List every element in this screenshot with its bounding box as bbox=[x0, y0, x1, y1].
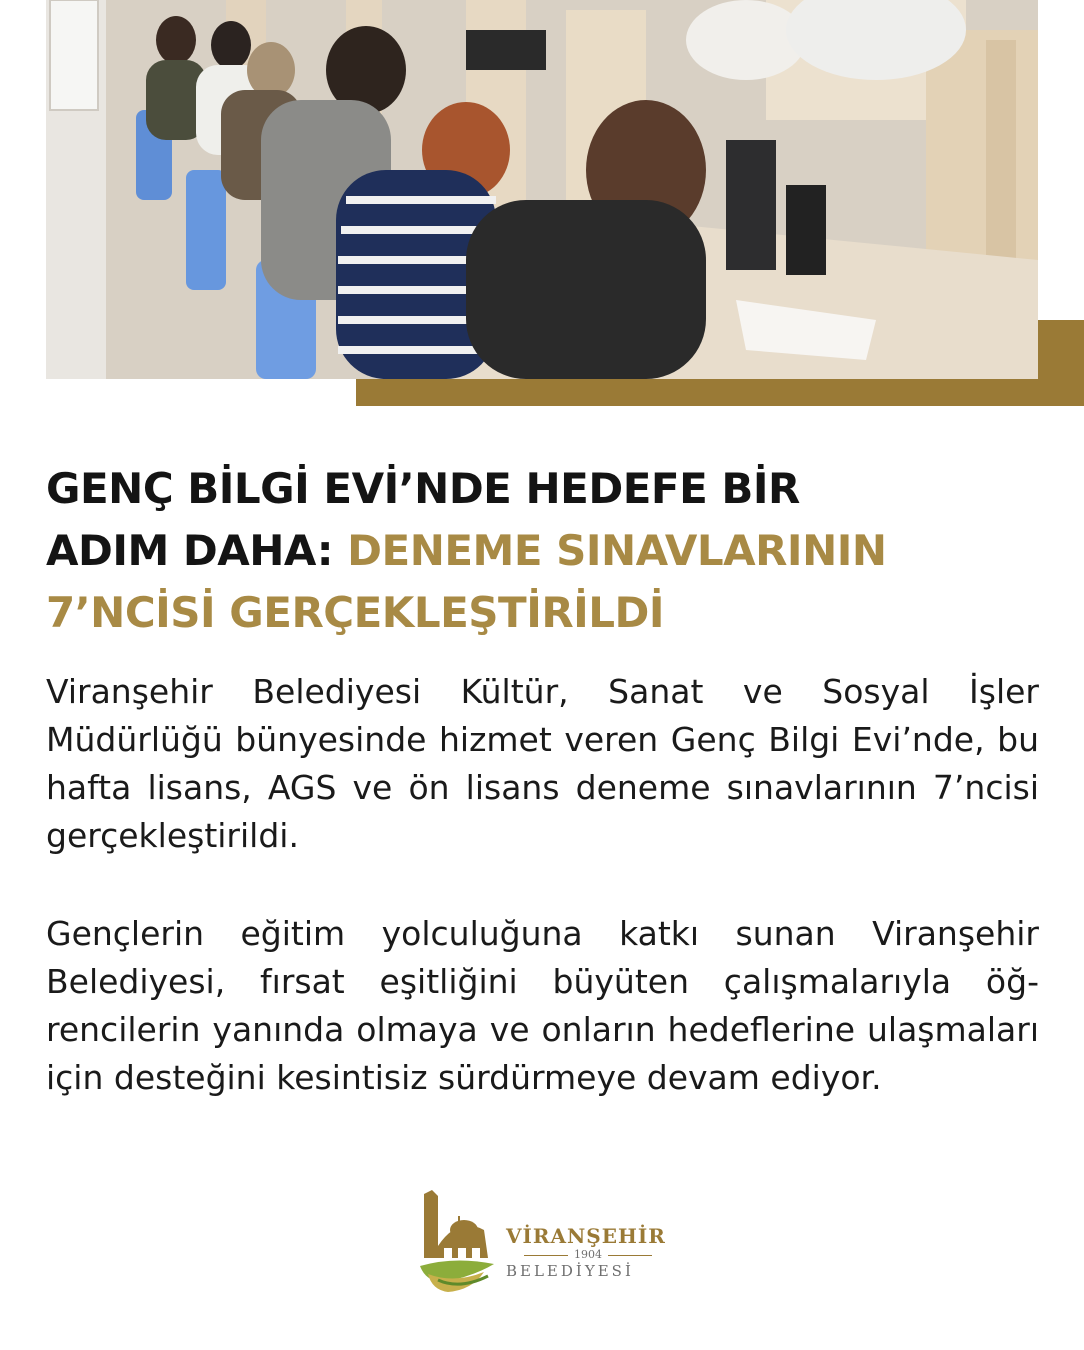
body-paragraph-1: Viranşehir Belediyesi Kültür, Sanat ve Sosyal İşler Müdürlüğü bünyesinde hizmet veren Genç Bilgi Evi’nde, bu hafta lisans, AGS ve ön lisans deneme sınavlarının 7’ncisi gerçekleştirildi. bbox=[46, 672, 1039, 855]
logo-name: VİRANŞEHİR bbox=[506, 1224, 666, 1248]
headline-line-3: 7’NCİSİ GERÇEKLEŞTİRİLDİ bbox=[46, 588, 665, 637]
municipality-logo bbox=[414, 1186, 684, 1298]
headline-line-2-dark: ADIM DAHA: bbox=[46, 526, 348, 575]
header-photo bbox=[46, 0, 1038, 379]
headline-line-1: GENÇ BİLGİ EVİ’NDE HEDEFE BİR bbox=[46, 464, 800, 513]
headline-line-2 bbox=[46, 520, 1046, 582]
headline bbox=[46, 458, 1046, 644]
headline-line-2-gold: DENEME SINAVLARININ bbox=[347, 526, 887, 575]
logo-year: 1904 bbox=[506, 1248, 670, 1261]
mosque-emblem-icon bbox=[414, 1186, 500, 1296]
logo-subtitle: BELEDİYESİ bbox=[506, 1262, 634, 1280]
body-paragraph-2: Gençlerin eğitim yolculuğuna katkı sunan Viranşehir Belediyesi, fırsat eşitliğini büyüten çalışmalarıyla öğrencilerin yanında olmaya ve onların hedeflerine ulaşmaları için desteğini kesintisiz sürdürmeye devam ediyor. bbox=[46, 914, 1039, 1097]
